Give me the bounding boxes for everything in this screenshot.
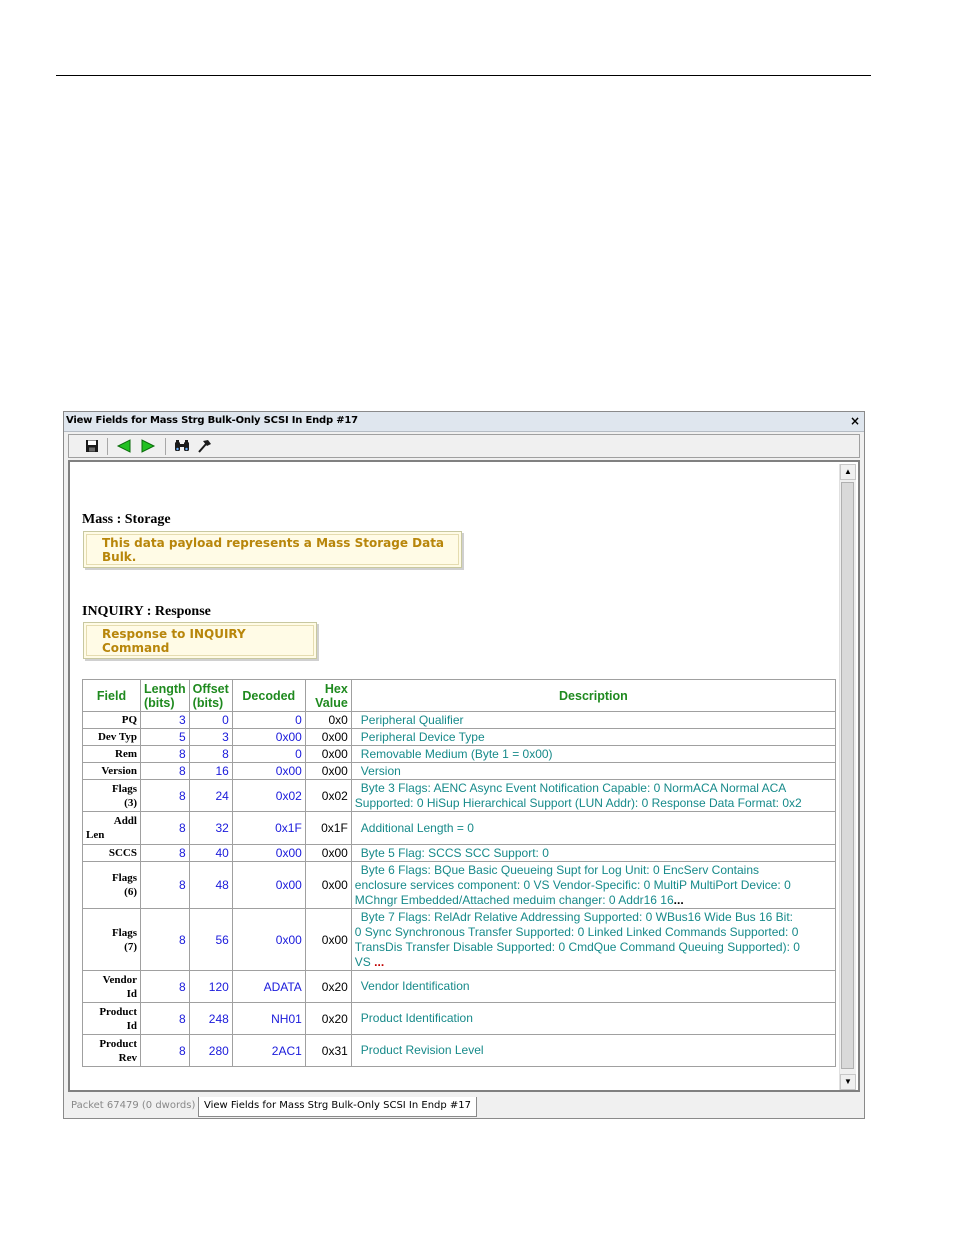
- decoded-cell: 0x00: [232, 729, 305, 746]
- length-cell: 8: [141, 1003, 190, 1035]
- field-name: PQ: [121, 714, 137, 726]
- hex-value-cell: 0x20: [305, 971, 351, 1003]
- decoded-cell: 0x00: [232, 909, 305, 971]
- description-line: Version: [360, 763, 401, 778]
- length-cell: 8: [141, 862, 190, 909]
- table-header-row: [83, 680, 836, 712]
- scroll-down-icon[interactable]: ▼: [840, 1074, 856, 1090]
- description-line: enclosure services component: 0 VS Vendor-Specific: 0 MultiP MultiPort Device: 0: [354, 877, 791, 892]
- table-row[interactable]: [83, 1035, 836, 1067]
- mass-storage-note: [83, 531, 462, 568]
- length-cell: 8: [141, 971, 190, 1003]
- hex-value-cell: 0x00: [305, 845, 351, 862]
- offset-cell: 8: [189, 746, 232, 763]
- field-name: Addl: [113, 815, 137, 827]
- description-line: Removable Medium (Byte 1 = 0x00): [360, 746, 553, 761]
- hex-value-cell: 0x00: [305, 909, 351, 971]
- back-arrow-icon[interactable]: [115, 438, 133, 454]
- offset-cell: 3: [189, 729, 232, 746]
- header-label: (bits): [192, 695, 224, 710]
- description-line: Supported: 0 HiSup Hierarchical Support (LUN Addr): 0 Response Data Format: 0x2: [354, 795, 802, 810]
- description-line: Byte 6 Flags: BQue Basic Queueing Supt for Log Unit: 0 EncServ Contains: [360, 862, 760, 877]
- column-header-offset[interactable]: [189, 680, 232, 712]
- decoded-cell: NH01: [232, 1003, 305, 1035]
- toolbar-separator: [107, 438, 108, 455]
- length-cell: 8: [141, 763, 190, 780]
- description-cell: [351, 763, 835, 780]
- field-name-cell: [83, 845, 141, 862]
- section-title-inquiry-response: INQUIRY : Response: [82, 604, 211, 619]
- field-name-suffix: (3): [124, 796, 137, 809]
- description-text: VS: [354, 954, 371, 969]
- decoded-cell: ADATA: [232, 971, 305, 1003]
- table-row[interactable]: [83, 729, 836, 746]
- save-icon[interactable]: [83, 438, 101, 454]
- length-cell: 8: [141, 746, 190, 763]
- offset-cell: 32: [189, 812, 232, 845]
- hex-value-cell: 0x00: [305, 862, 351, 909]
- offset-cell: 24: [189, 780, 232, 812]
- field-name-suffix: (6): [124, 886, 137, 898]
- table-row[interactable]: [83, 845, 836, 862]
- field-name-suffix: Id: [126, 1019, 137, 1032]
- description-cell: [351, 746, 835, 763]
- field-name-cell: [83, 971, 141, 1003]
- field-name: Product: [99, 1037, 137, 1050]
- description-line: Peripheral Qualifier: [360, 712, 464, 727]
- description-cell: [351, 780, 835, 812]
- scroll-thumb[interactable]: [841, 482, 854, 1069]
- description-line: Byte 7 Flags: RelAdr Relative Addressing Supported: 0 WBus16 Wide Bus 16 Bit:: [360, 909, 794, 924]
- description-text: MChngr Embedded/Attached meduim changer: 0 Addr16 16: [354, 892, 674, 907]
- column-header-hex-value[interactable]: [305, 680, 351, 712]
- field-name-suffix: Rev: [118, 1051, 137, 1064]
- close-icon[interactable]: ×: [849, 414, 861, 428]
- inquiry-response-note-text: Response to INQUIRY Command: [102, 626, 246, 655]
- field-name-cell: [83, 1003, 141, 1035]
- description-line: Byte 3 Flags: AENC Async Event Notification Capable: 0 NormACA Normal ACA: [360, 780, 787, 795]
- offset-cell: 0: [189, 712, 232, 729]
- description-line: Byte 5 Flag: SCCS SCC Support: 0: [360, 845, 549, 860]
- header-label: Value: [315, 695, 348, 710]
- binoculars-icon[interactable]: [173, 438, 191, 454]
- length-cell: 3: [141, 712, 190, 729]
- decoded-cell: 0x00: [232, 845, 305, 862]
- column-header-field[interactable]: [83, 680, 141, 712]
- field-name: Rem: [115, 748, 137, 760]
- field-name-cell: [83, 862, 141, 909]
- description-cell: [351, 1035, 835, 1067]
- description-cell: [351, 971, 835, 1003]
- field-name-cell: [83, 763, 141, 780]
- description-cell: [351, 909, 835, 971]
- header-label: Hex: [324, 681, 348, 696]
- decoded-cell: 0: [232, 712, 305, 729]
- description-line: Product Revision Level: [360, 1043, 484, 1057]
- hex-value-cell: 0x31: [305, 1035, 351, 1067]
- description-cell: [351, 862, 835, 909]
- field-name-cell: [83, 712, 141, 729]
- field-name-suffix: (7): [124, 940, 137, 953]
- hex-value-cell: 0x00: [305, 763, 351, 780]
- description-line: Vendor Identification: [360, 979, 470, 993]
- mass-storage-note-text: This data payload represents a Mass Storage Data Bulk.: [102, 535, 445, 564]
- tab-view-fields[interactable]: View Fields for Mass Strg Bulk-Only SCSI In Endp #17: [198, 1097, 477, 1117]
- field-name-cell: [83, 909, 141, 971]
- description-line: [355, 893, 832, 908]
- field-name: Flags: [111, 782, 137, 795]
- header-label: Offset: [192, 681, 229, 696]
- field-name: Dev Typ: [97, 731, 137, 743]
- table-row[interactable]: [83, 746, 836, 763]
- table-row[interactable]: [83, 763, 836, 780]
- field-name: Version: [101, 765, 137, 777]
- field-name-cell: [83, 812, 141, 845]
- section-title-mass-storage: Mass : Storage: [82, 512, 171, 527]
- offset-cell: 40: [189, 845, 232, 862]
- description-line: TransDis Transfer Disable Supported: 0 CmdQue Command Queuing Supported): 0: [354, 939, 800, 954]
- field-name: Flags: [111, 872, 137, 884]
- window-titlebar[interactable]: [64, 412, 864, 432]
- toolbar-separator: [165, 438, 166, 455]
- table-row[interactable]: [83, 971, 836, 1003]
- description-line: 0 Sync Synchronous Transfer Supported: 0 Linked Linked Commands Supported: 0: [354, 924, 799, 939]
- hex-value-cell: 0x00: [305, 729, 351, 746]
- length-cell: 8: [141, 1035, 190, 1067]
- decoded-cell: 0: [232, 746, 305, 763]
- more-ellipsis[interactable]: ...: [374, 954, 385, 969]
- field-name-suffix: Len: [86, 829, 105, 841]
- offset-cell: 16: [189, 763, 232, 780]
- offset-cell: 248: [189, 1003, 232, 1035]
- description-cell: [351, 1003, 835, 1035]
- hex-value-cell: 0x0: [305, 712, 351, 729]
- length-cell: 8: [141, 909, 190, 971]
- decoded-cell: 0x00: [232, 862, 305, 909]
- header-label: Description: [559, 688, 628, 703]
- field-name-suffix: Id: [126, 987, 137, 1000]
- hammer-icon[interactable]: [195, 438, 213, 454]
- decoded-cell: 2AC1: [232, 1035, 305, 1067]
- offset-cell: 120: [189, 971, 232, 1003]
- description-cell: [351, 712, 835, 729]
- header-label: Field: [96, 688, 127, 703]
- field-name: Flags: [111, 926, 137, 939]
- decoded-cell: 0x1F: [232, 812, 305, 845]
- table-row[interactable]: [83, 862, 836, 909]
- more-ellipsis[interactable]: ...: [673, 892, 684, 907]
- decoded-cell: 0x00: [232, 763, 305, 780]
- hex-value-cell: 0x20: [305, 1003, 351, 1035]
- field-name: Product: [99, 1005, 137, 1018]
- field-name-cell: [83, 729, 141, 746]
- window-title: View Fields for Mass Strg Bulk-Only SCSI In Endp #17: [66, 415, 358, 426]
- table-row[interactable]: [83, 909, 836, 971]
- hex-value-cell: 0x02: [305, 780, 351, 812]
- fields-view-panel: [68, 460, 860, 1092]
- description-cell: [351, 729, 835, 746]
- field-name: SCCS: [108, 847, 137, 859]
- hex-value-cell: 0x00: [305, 746, 351, 763]
- inquiry-response-note: [83, 622, 317, 659]
- field-name: Vendor: [102, 973, 137, 986]
- offset-cell: 48: [189, 862, 232, 909]
- description-line: [355, 955, 832, 970]
- toolbar: [68, 434, 860, 458]
- header-label: Decoded: [242, 688, 296, 703]
- description-line: Peripheral Device Type: [360, 729, 485, 744]
- offset-cell: 56: [189, 909, 232, 971]
- description-line: Product Identification: [360, 1011, 473, 1025]
- column-header-description[interactable]: [351, 680, 835, 712]
- length-cell: 5: [141, 729, 190, 746]
- column-header-decoded[interactable]: [232, 680, 305, 712]
- field-name-cell: [83, 746, 141, 763]
- table-row[interactable]: [83, 812, 836, 845]
- description-line: Additional Length = 0: [360, 820, 474, 835]
- table-row[interactable]: [83, 780, 836, 812]
- length-cell: 8: [141, 780, 190, 812]
- column-header-length[interactable]: [141, 680, 190, 712]
- decoded-cell: 0x02: [232, 780, 305, 812]
- table-row[interactable]: [83, 712, 836, 729]
- field-name-cell: [83, 780, 141, 812]
- bottom-tab-bar: [64, 1095, 864, 1117]
- length-cell: 8: [141, 812, 190, 845]
- forward-arrow-icon[interactable]: [139, 438, 157, 454]
- length-cell: 8: [141, 845, 190, 862]
- tab-packet[interactable]: Packet 67479 (0 dwords): [71, 1100, 196, 1111]
- header-label: Length: [144, 681, 186, 696]
- description-cell: [351, 845, 835, 862]
- view-fields-window: [63, 411, 865, 1119]
- hex-value-cell: 0x1F: [305, 812, 351, 845]
- fields-table: [82, 679, 836, 1067]
- table-row[interactable]: [83, 1003, 836, 1035]
- scroll-up-icon[interactable]: ▲: [840, 464, 856, 480]
- offset-cell: 280: [189, 1035, 232, 1067]
- description-cell: [351, 812, 835, 845]
- header-label: (bits): [144, 695, 175, 710]
- field-name-cell: [83, 1035, 141, 1067]
- vertical-scrollbar[interactable]: [839, 464, 856, 1090]
- page-header-rule: [56, 75, 871, 76]
